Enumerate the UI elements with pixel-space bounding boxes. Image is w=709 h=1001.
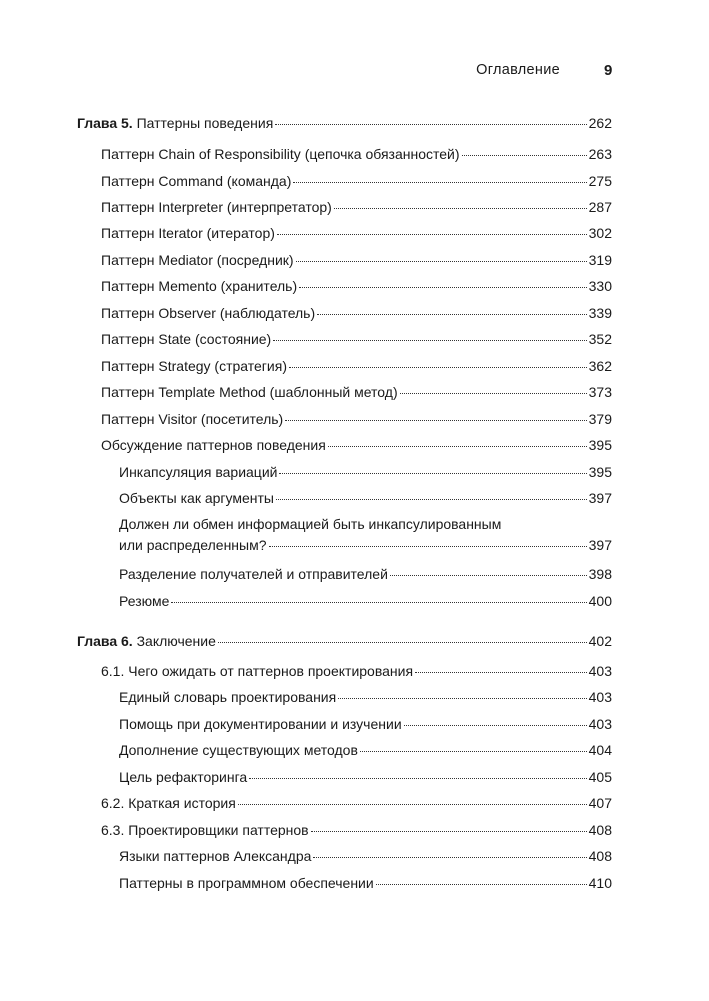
dot-leader — [277, 233, 587, 235]
entry-title: Паттерн Visitor (посетитель) — [101, 411, 284, 427]
entry-title: или распределенным? — [119, 537, 267, 553]
entry-title: 6.3. Проектировщики паттернов — [101, 822, 309, 838]
entry-title: Паттерн Memento (хранитель) — [101, 278, 298, 294]
page-ref: 263 — [588, 146, 612, 162]
page-ref: 379 — [588, 411, 612, 427]
entry-title: Паттерн Observer (наблюдатель) — [101, 305, 316, 321]
toc-entry[interactable] — [0, 276, 709, 296]
toc-entry[interactable] — [0, 591, 709, 611]
page-ref: 362 — [588, 358, 612, 374]
page-ref: 402 — [588, 633, 612, 649]
page-ref: 330 — [588, 278, 612, 294]
page-ref: 397 — [588, 537, 612, 553]
toc-entry[interactable] — [0, 687, 709, 707]
dot-leader — [279, 472, 586, 474]
entry-title: Паттерн Mediator (посредник) — [101, 252, 294, 268]
dot-leader — [171, 601, 586, 603]
running-head: Оглавление — [476, 62, 560, 78]
page-ref: 395 — [588, 437, 612, 453]
toc-entry[interactable] — [0, 250, 709, 270]
chapter-title: Паттерны поведения — [136, 115, 274, 131]
page-ref: 408 — [588, 848, 612, 864]
toc-entry[interactable] — [0, 488, 709, 508]
dot-leader — [334, 207, 587, 209]
page-ref: 373 — [588, 384, 612, 400]
entry-title: Паттерн Iterator (итератор) — [101, 225, 275, 241]
chapter-title: Заключение — [136, 633, 216, 649]
dot-leader — [273, 339, 586, 341]
page-ref: 400 — [588, 593, 612, 609]
entry-title: Паттерн State (состояние) — [101, 331, 272, 347]
entry-title: Обсуждение паттернов поведения — [101, 437, 326, 453]
toc-entry[interactable] — [0, 144, 709, 164]
toc-entry[interactable] — [0, 171, 709, 191]
page-ref: 275 — [588, 173, 612, 189]
toc-entry[interactable] — [0, 409, 709, 429]
dot-leader — [218, 641, 587, 643]
dot-leader — [299, 286, 587, 288]
toc-entry[interactable] — [0, 435, 709, 455]
page-ref: 339 — [588, 305, 612, 321]
toc-entry[interactable] — [0, 846, 709, 866]
page-ref: 403 — [588, 716, 612, 732]
dot-leader — [285, 419, 586, 421]
dot-leader — [317, 313, 586, 315]
dot-leader — [404, 724, 587, 726]
toc-entry[interactable] — [0, 714, 709, 734]
dot-leader — [276, 498, 587, 500]
page-ref: 352 — [588, 331, 612, 347]
dot-leader — [390, 574, 587, 576]
toc-chapter-6[interactable] — [0, 631, 709, 651]
dot-leader — [338, 697, 586, 699]
entry-title: Языки паттернов Александра — [119, 848, 312, 864]
page-ref: 404 — [588, 742, 612, 758]
dot-leader — [311, 830, 587, 832]
toc-entry[interactable] — [0, 873, 709, 893]
page-ref: 287 — [588, 199, 612, 215]
toc-entry[interactable] — [0, 793, 709, 813]
toc-entry[interactable] — [0, 535, 709, 555]
toc-entry[interactable] — [0, 197, 709, 217]
dot-leader — [313, 856, 586, 858]
entry-title: Паттерн Strategy (стратегия) — [101, 358, 287, 374]
toc-entry[interactable] — [0, 223, 709, 243]
entry-title: Цель рефакторинга — [119, 769, 248, 785]
chapter-label: Глава 5. — [77, 115, 133, 131]
toc-entry[interactable] — [0, 661, 709, 681]
toc-chapter-5[interactable] — [0, 113, 709, 133]
entry-title: Паттерн Chain of Responsibility (цепочка обязанностей) — [101, 146, 460, 162]
dot-leader — [296, 260, 587, 262]
toc-entry[interactable] — [0, 329, 709, 349]
page-ref: 395 — [588, 464, 612, 480]
dot-leader — [462, 154, 587, 156]
entry-title: Единый словарь проектирования — [119, 689, 337, 705]
page-ref: 403 — [588, 689, 612, 705]
entry-title: Разделение получателей и отправителей — [119, 566, 388, 582]
toc-entry[interactable] — [0, 382, 709, 402]
entry-title: Паттерн Template Method (шаблонный метод) — [101, 384, 398, 400]
entry-title: Резюме — [119, 593, 170, 609]
toc-entry[interactable] — [0, 740, 709, 760]
page-ref: 410 — [588, 875, 612, 891]
dot-leader — [328, 445, 587, 447]
dot-leader — [275, 123, 586, 125]
dot-leader — [289, 366, 587, 368]
entry-title: Паттерн Command (команда) — [101, 173, 292, 189]
entry-title: Помощь при документировании и изучении — [119, 716, 402, 732]
dot-leader — [400, 392, 587, 394]
page-number: 9 — [604, 62, 613, 79]
chapter-label: Глава 6. — [77, 633, 133, 649]
toc-entry[interactable] — [0, 356, 709, 376]
toc-entry[interactable] — [0, 820, 709, 840]
dot-leader — [249, 777, 586, 779]
entry-title: Паттерн Interpreter (интерпретатор) — [101, 199, 332, 215]
page-header — [0, 62, 709, 82]
toc-entry[interactable] — [0, 303, 709, 323]
page-ref: 405 — [588, 769, 612, 785]
entry-title: Объекты как аргументы — [119, 490, 274, 506]
page-ref: 319 — [588, 252, 612, 268]
toc-entry[interactable] — [0, 462, 709, 482]
entry-title-line1: Должен ли обмен информацией быть инкапсулированным — [119, 516, 502, 532]
entry-title: Паттерны в программном обеспечении — [119, 875, 374, 891]
page-ref: 262 — [588, 115, 612, 131]
page-ref: 397 — [588, 490, 612, 506]
toc-entry[interactable] — [0, 767, 709, 787]
entry-title: Дополнение существующих методов — [119, 742, 358, 758]
page-ref: 408 — [588, 822, 612, 838]
entry-title: 6.2. Краткая история — [101, 795, 236, 811]
dot-leader — [376, 883, 587, 885]
entry-title: 6.1. Чего ожидать от паттернов проектирования — [101, 663, 414, 679]
dot-leader — [415, 671, 587, 673]
entry-title: Инкапсуляция вариаций — [119, 464, 278, 480]
page-ref: 403 — [588, 663, 612, 679]
page-ref: 407 — [588, 795, 612, 811]
dot-leader — [238, 803, 587, 805]
page-ref: 398 — [588, 566, 612, 582]
page-ref: 302 — [588, 225, 612, 241]
toc-entry[interactable] — [0, 564, 709, 584]
dot-leader — [360, 750, 587, 752]
dot-leader — [293, 181, 586, 183]
dot-leader — [269, 545, 587, 547]
